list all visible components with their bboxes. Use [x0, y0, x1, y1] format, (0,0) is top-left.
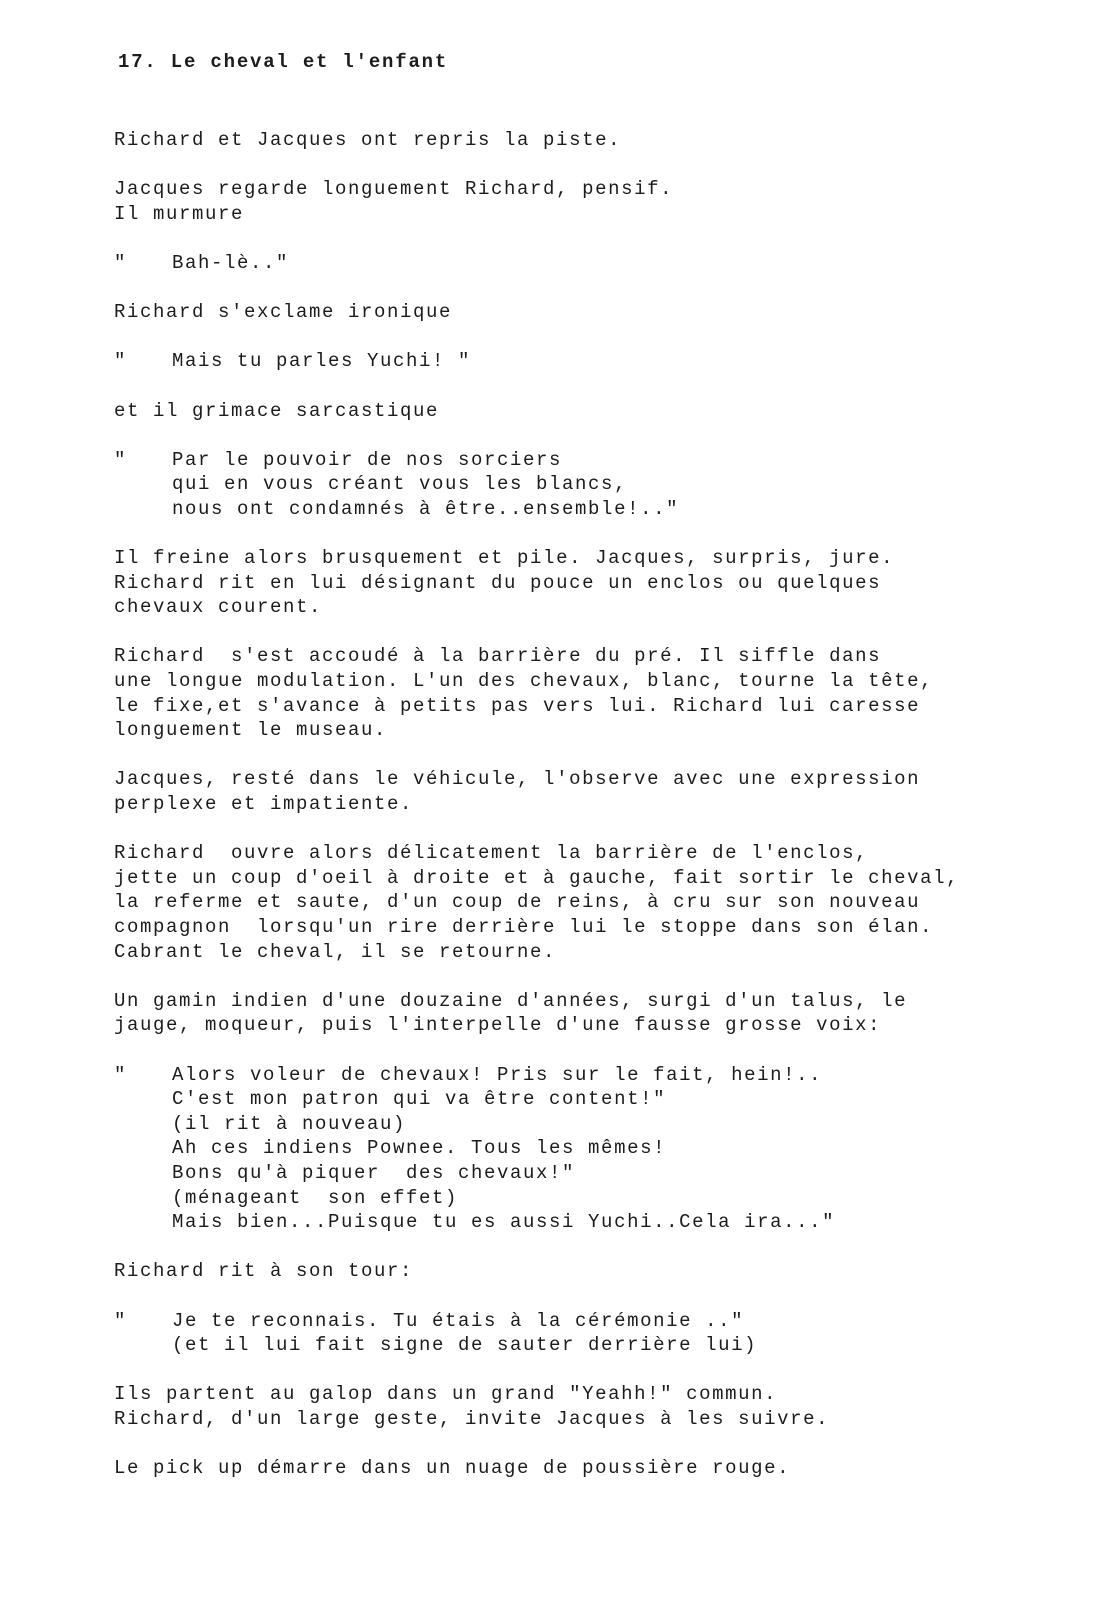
text-line: Jacques, resté dans le véhicule, l'observe avec une expression [114, 768, 921, 791]
dialogue-line: Mais tu parles Yuchi! " [172, 350, 472, 373]
dialogue-block [114, 1063, 1084, 1235]
paragraph [114, 989, 1084, 1038]
quote-mark: " [114, 1309, 128, 1332]
text-line: Richard rit à son tour: [114, 1260, 414, 1283]
text-line: Cabrant le cheval, il se retourne. [114, 940, 557, 963]
text-line: Un gamin indien d'une douzaine d'années, surgi d'un talus, le [114, 989, 908, 1012]
paragraph [114, 1456, 1084, 1481]
dialogue-line: Mais bien...Puisque tu es aussi Yuchi..Cela ira..." [172, 1211, 836, 1234]
text-line: jauge, moqueur, puis l'interpelle d'une fausse grosse voix: [114, 1014, 882, 1037]
text-line: chevaux courent. [114, 596, 323, 619]
dialogue-line: nous ont condamnés à être..ensemble!.." [172, 497, 680, 520]
quote-mark: " [114, 251, 128, 274]
paragraph [114, 128, 1084, 153]
paragraph [114, 399, 1084, 424]
text-line: jette un coup d'oeil à droite et à gauche, fait sortir le cheval, [114, 866, 960, 889]
dialogue-line: (ménageant son effet) [172, 1186, 459, 1209]
text-line: Richard, d'un large geste, invite Jacques à les suivre. [114, 1407, 830, 1430]
paragraph [114, 1382, 1084, 1431]
text-line: perplexe et impatiente. [114, 793, 414, 816]
paragraph [114, 177, 1084, 226]
text-line: Il freine alors brusquement et pile. Jacques, surpris, jure. [114, 547, 895, 570]
dialogue-block [114, 349, 1084, 374]
text-line: Le pick up démarre dans un nuage de poussière rouge. [114, 1457, 791, 1480]
dialogue-line: Je te reconnais. Tu étais à la cérémonie .." [172, 1309, 745, 1332]
paragraph [114, 767, 1084, 816]
dialogue-line: (il rit à nouveau) [172, 1112, 407, 1135]
dialogue-block [114, 1309, 1084, 1358]
quote-mark: " [114, 1063, 128, 1086]
dialogue-block [114, 251, 1084, 276]
dialogue-line: C'est mon patron qui va être content!" [172, 1088, 667, 1111]
dialogue-line: Bons qu'à piquer des chevaux!" [172, 1161, 576, 1184]
manuscript-body [114, 128, 1084, 1505]
paragraph [114, 546, 1084, 620]
text-line: et il grimace sarcastique [114, 399, 440, 422]
paragraph [114, 841, 1084, 964]
paragraph [114, 1259, 1084, 1284]
text-line: Richard rit en lui désignant du pouce un enclos ou quelques [114, 571, 882, 594]
paragraph [114, 644, 1084, 742]
text-line: Ils partent au galop dans un grand "Yeahh!" commun. [114, 1383, 778, 1406]
text-line: le fixe,et s'avance à petits pas vers lui. Richard lui caresse [114, 694, 921, 717]
paragraph [114, 300, 1084, 325]
dialogue-line: qui en vous créant vous les blancs, [172, 473, 628, 496]
text-line: la referme et saute, d'un coup de reins, à cru sur son nouveau [114, 891, 921, 914]
chapter-title: 17. Le cheval et l'enfant [118, 51, 449, 73]
text-line: compagnon lorsqu'un rire derrière lui le stoppe dans son élan. [114, 916, 934, 938]
text-line: Richard s'est accoudé à la barrière du pré. Il siffle dans [114, 645, 882, 668]
dialogue-line: Alors voleur de chevaux! Pris sur le fait, hein!.. [172, 1063, 823, 1086]
text-line: Jacques regarde longuement Richard, pensif. [114, 178, 674, 201]
text-line: longuement le museau. [114, 719, 388, 742]
dialogue-block [114, 448, 1084, 522]
dialogue-line: (et il lui fait signe de sauter derrière lui) [172, 1334, 758, 1357]
quote-mark: " [114, 448, 128, 471]
text-line: Richard ouvre alors délicatement la barrière de l'enclos, [114, 842, 869, 865]
text-line: Richard et Jacques ont repris la piste. [114, 129, 622, 151]
text-line: une longue modulation. L'un des chevaux, blanc, tourne la tête, [114, 670, 934, 693]
text-line: Il murmure [114, 202, 245, 225]
dialogue-line: Bah-lè.." [172, 251, 290, 274]
dialogue-line: Par le pouvoir de nos sorciers [172, 448, 563, 471]
dialogue-line: Ah ces indiens Pownee. Tous les mêmes! [172, 1137, 667, 1160]
text-line: Richard s'exclame ironique [114, 301, 453, 324]
quote-mark: " [114, 350, 128, 373]
